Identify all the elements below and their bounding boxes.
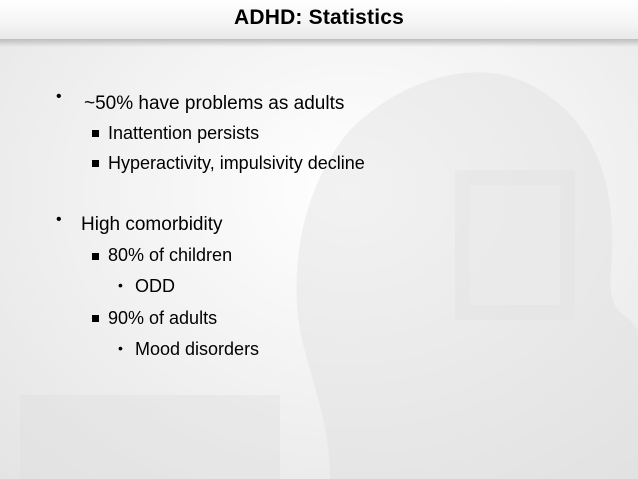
- bullet-level3: •: [118, 340, 123, 356]
- bullet-text-level1: ~50% have problems as adults: [84, 93, 345, 114]
- bullet-text-level3: Mood disorders: [135, 339, 260, 359]
- bullet-level3: •: [118, 277, 123, 293]
- bullet-text-level3: ODD: [135, 276, 175, 296]
- square-bullet: [92, 315, 99, 322]
- bullet-level1: •: [56, 88, 62, 105]
- bullet-text-level1: High comorbidity: [81, 214, 223, 235]
- bullet-text-level2: Inattention persists: [108, 123, 260, 143]
- square-bullet: [92, 160, 99, 167]
- title-bar-shadow: [0, 39, 638, 47]
- bullet-text-level2: 90% of adults: [108, 308, 218, 328]
- bullet-text-level2: 80% of children: [108, 245, 233, 265]
- square-bullet: [92, 130, 99, 137]
- bullet-text-level2: Hyperactivity, impulsivity decline: [108, 153, 365, 173]
- slide-title: ADHD: Statistics: [233, 6, 405, 29]
- square-bullet: [92, 253, 99, 260]
- bullet-level1: •: [56, 211, 62, 228]
